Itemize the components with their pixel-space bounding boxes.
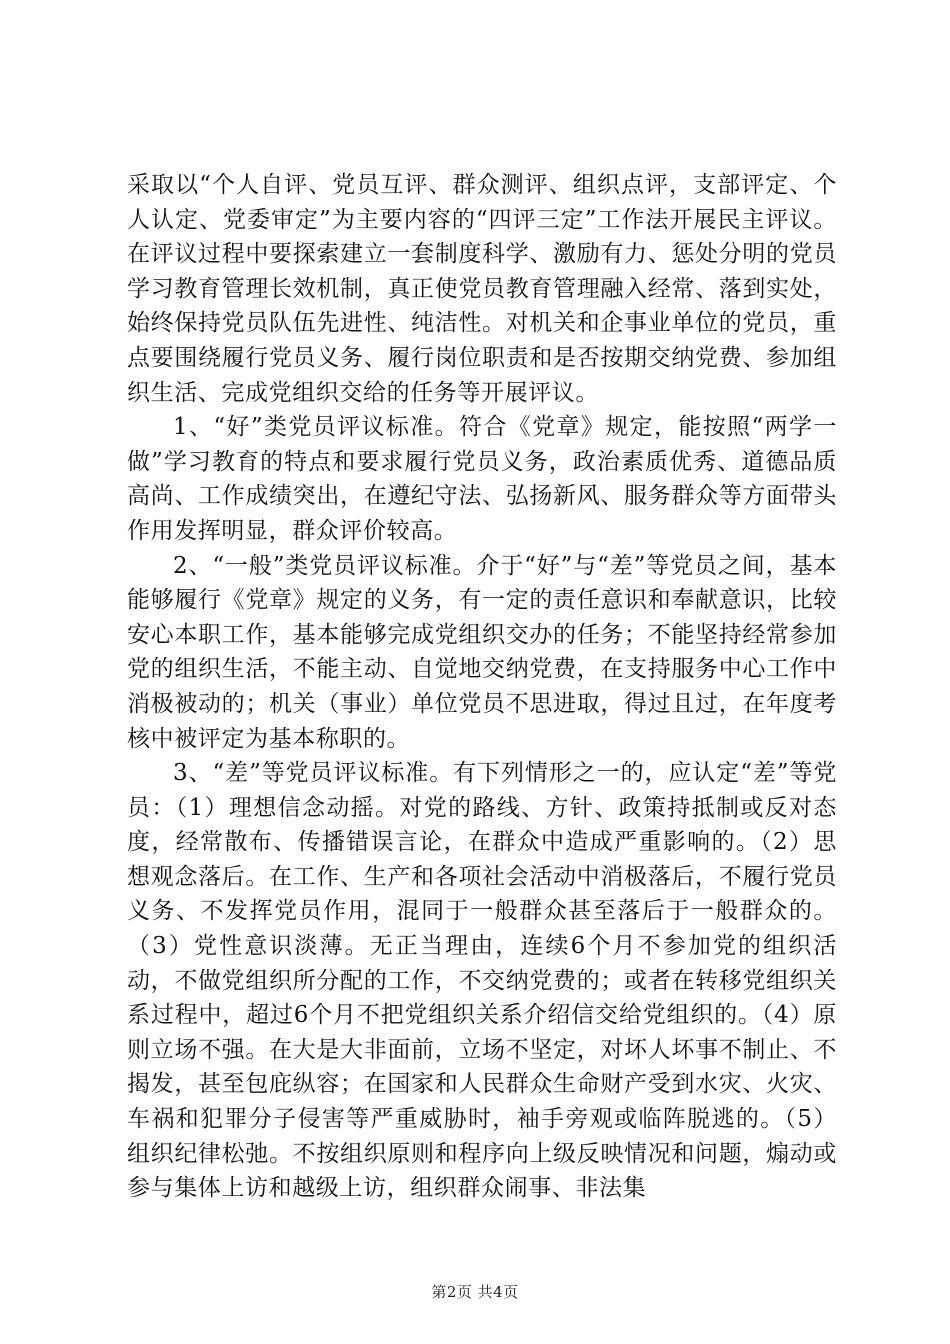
paragraph-good-standard: 1、“好”类党员评议标准。符合《党章》规定，能按照“两学一做”学习教育的特点和要求履行党员义务，政治素质优秀、道德品质高尚、工作成绩突出，在遵纪守法、弘扬新风、服务群众等方面带头作用发挥明显，群众评价较高。 — [127, 414, 837, 544]
paragraph-poor-standard: 3、“差”等党员评议标准。有下列情形之一的，应认定“差”等党员：（1）理想信念动摇。对党的路线、方针、政策持抵制或反对态度，经常散布、传播错误言论，在群众中造成严重影响的。（2）思想观念落后。在工作、生产和各项社会活动中消极落后，不履行党员义务、不发挥党员作用，混同于一般群众甚至落后于一般群众的。（3）党性意识淡薄。无正当理由，连续6个月不参加党的组织活动，不做党组织所分配的工作，不交纳党费的；或者在转移党组织关系过程中，超过6个月不把党组织关系介绍信交给党组织的。（4）原则立场不强。在大是大非面前，立场不坚定，对坏人坏事不制止、不揭发，甚至包庇纵容；在国家和人民群众生命财产受到水灾、火灾、车祸和犯罪分子侵害等严重威胁时，袖手旁观或临阵脱逃的。（5）组织纪律松弛。不按组织原则和程序向上级反映情况和问题，煽动或参与集体上访和越级上访，组织群众闹事、非法集 — [127, 760, 837, 1202]
paragraph-average-standard: 2、“一般”类党员评议标准。介于“好”与“差”等党员之间，基本能够履行《党章》规定的义务，有一定的责任意识和奉献意识，比较安心本职工作，基本能够完成党组织交办的任务；不能坚持经常参加党的组织生活，不能主动、自觉地交纳党费，在支持服务中心工作中消极被动的；机关（事业）单位党员不思进取，得过且过，在年度考核中被评定为基本称职的。 — [127, 552, 837, 752]
page-footer: 第2页 共4页 — [431, 1283, 519, 1301]
document-body — [127, 168, 837, 1206]
paragraph-intro: 采取以“个人自评、党员互评、群众测评、组织点评，支部评定、个人认定、党委审定”为主要内容的“四评三定”工作法开展民主评议。在评议过程中要探索建立一套制度科学、激励有力、惩处分明的党员学习教育管理长效机制，真正使党员教育管理融入经常、落到实处，始终保持党员队伍先进性、纯洁性。对机关和企事业单位的党员，重点要围绕履行党员义务、履行岗位职责和是否按期交纳党费、参加组织生活、完成党组织交给的任务等开展评议。 — [127, 172, 837, 406]
